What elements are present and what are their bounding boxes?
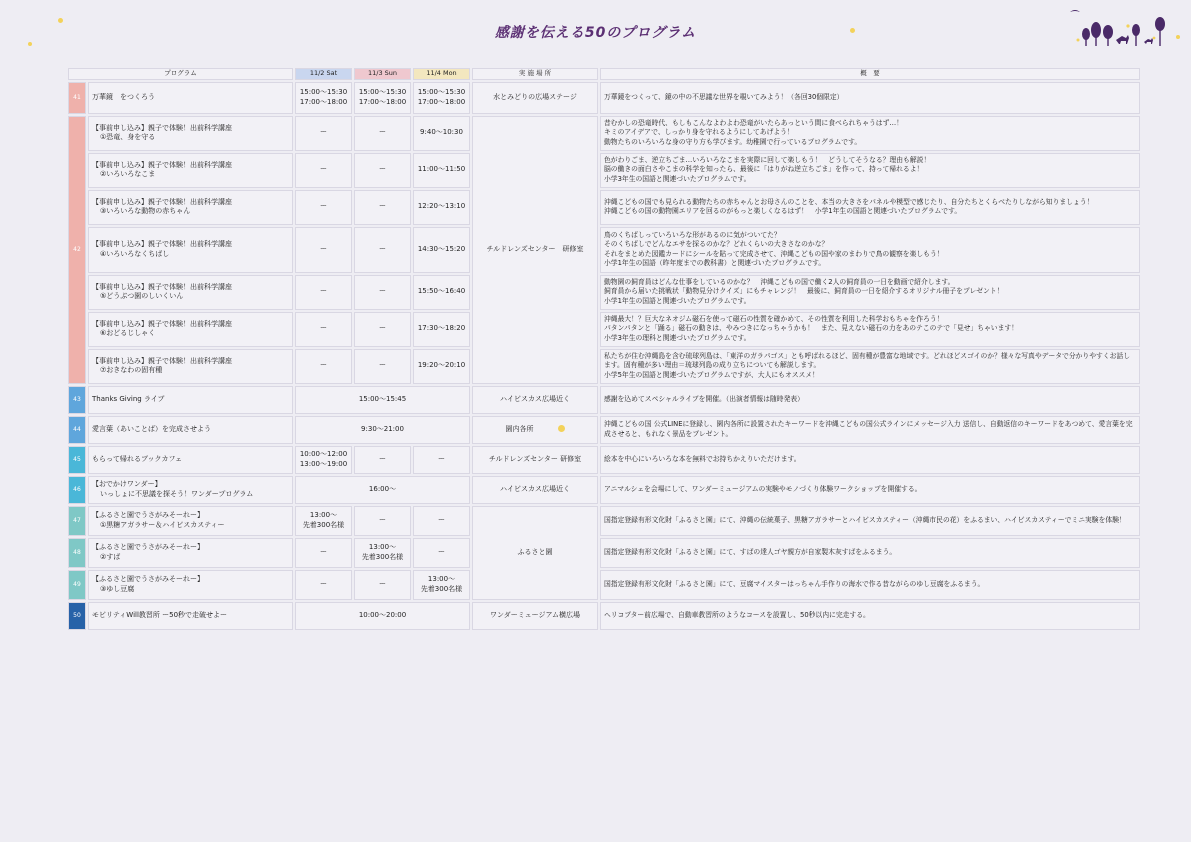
table-row xyxy=(68,538,1140,568)
row-number: 45 xyxy=(68,446,86,474)
program-desc: 色がわりごま、逆立ちごま…いろいろなこまを実際に回して楽しもう！ どうしてそうなる？理由も解説！ 脳の働きの面白さやこまの科学を知ったら、最後に「はりがね逆立ちごま」を作って、持って帰れるよ！ 小学3年生の国語と関連づいたプログラムです。 xyxy=(600,153,1140,188)
program-table xyxy=(66,66,1142,632)
program-name: もらって帰れるブックカフェ xyxy=(88,446,293,474)
program-name: 万華鏡 をつくろう xyxy=(88,82,293,114)
program-name-line2: ①黒糖アガラサー＆ハイビスカスティー xyxy=(100,520,225,529)
program-name-line2: ④いろいろなくちばし xyxy=(100,249,170,258)
program-desc: 絵本を中心にいろいろな本を無料でお持ちかえりいただけます。 xyxy=(600,446,1140,474)
program-name-line1: 【事前申し込み】親子で体験！出前科学講座 xyxy=(92,282,232,291)
time-sat: ー xyxy=(295,190,352,225)
time-sun: ー xyxy=(354,312,411,347)
time-sun: ー xyxy=(354,506,411,536)
time-sun: 13:00〜 先着300名様 xyxy=(354,538,411,568)
time-mon: 17:30〜18:20 xyxy=(413,312,470,347)
time-all-days: 9:30〜21:00 xyxy=(295,416,470,444)
program-name xyxy=(88,476,293,504)
time-sun: ー xyxy=(354,349,411,384)
row-number: 41 xyxy=(68,82,86,114)
star-decoration xyxy=(1176,35,1180,39)
tree-silhouette-icon xyxy=(1068,8,1168,48)
header-sun: 11/3 Sun xyxy=(354,68,411,80)
header-program: プログラム xyxy=(68,68,293,80)
time-sun: ー xyxy=(354,116,411,151)
program-name xyxy=(88,570,293,600)
time-mon: 11:00〜11:50 xyxy=(413,153,470,188)
program-desc: 国指定登録有形文化財「ふるさと園」にて、沖縄の伝統菓子、黒糖アガラサーとハイビスカスティー（沖縄市民の花）をふるまい、ハイビスカスティーでミニ実験を体験！ xyxy=(600,506,1140,536)
program-name-line1: 【ふるさと園でうさがみそーれー】 xyxy=(92,575,204,583)
program-name-line2: ③ゆし豆腐 xyxy=(100,584,135,593)
program-name: モビリティWill教習所 ー50秒で走破せよー xyxy=(88,602,293,630)
time-mon: 19:20〜20:10 xyxy=(413,349,470,384)
time-sun: ー xyxy=(354,446,411,474)
table-row xyxy=(68,190,1140,225)
program-name-line2: ⑤どうぶつ園のしいくいん xyxy=(100,292,184,300)
star-decoration xyxy=(58,18,63,23)
time-sun: ー xyxy=(354,227,411,273)
table-row xyxy=(68,349,1140,384)
program-desc: 万華鏡をつくって、鏡の中の不思議な世界を覗いてみよう！（各回30個限定） xyxy=(600,82,1140,114)
program-desc: 鳥のくちばしっていろいろな形があるのに気がついてた？ そのくちばしでどんなエサを採るのかな？どれくらいの大きさなのかな？ それをまとめた図鑑カードにシールを貼って完成させて、沖縄こどもの国や家のまわりで鳥の観察を楽しもう！ 小学1年生の国語（昨年度までの教科書）と関連づいたプログラムです。 xyxy=(600,227,1140,273)
program-name xyxy=(88,116,293,151)
program-place: ワンダーミュージアム横広場 xyxy=(472,602,598,630)
header-place: 実 施 場 所 xyxy=(472,68,598,80)
time-mon: 15:50〜16:40 xyxy=(413,275,470,310)
time-sun: ー xyxy=(354,275,411,310)
program-place: チルドレンズセンター 研修室 xyxy=(472,116,598,384)
program-desc: 沖縄こどもの国 公式LINEに登録し、園内各所に設置されたキーワードを沖縄こどもの国公式ラインにメッセージ入力 送信し、自動返信のキーワードをあつめて、愛言葉を完成させると、もれなく景品をプレゼント。 xyxy=(600,416,1140,444)
program-name xyxy=(88,312,293,347)
program-name-line2: ⑥おどるじしゃく xyxy=(100,329,156,337)
header-sat: 11/2 Sat xyxy=(295,68,352,80)
program-name xyxy=(88,349,293,384)
table-row xyxy=(68,506,1140,536)
time-mon: 13:00〜 先着300名様 xyxy=(413,570,470,600)
table-row xyxy=(68,386,1140,414)
time-sat: ー xyxy=(295,538,352,568)
program-name-line1: 【事前申し込み】親子で体験！出前科学講座 xyxy=(92,356,232,365)
program-name-line2: ③いろいろな動物の赤ちゃん xyxy=(100,207,191,215)
program-name-line1: 【事前申し込み】親子で体験！出前科学講座 xyxy=(92,123,232,132)
table-row xyxy=(68,82,1140,114)
table-row xyxy=(68,227,1140,273)
program-name-line1: 【ふるさと園でうさがみそーれー】 xyxy=(92,511,204,519)
time-all-days: 15:00〜15:45 xyxy=(295,386,470,414)
time-sat: 15:00〜15:30 17:00〜18:00 xyxy=(295,82,352,114)
table-row xyxy=(68,153,1140,188)
row-number: 48 xyxy=(68,538,86,568)
program-desc: 国指定登録有形文化財「ふるさと園」にて、すばの達人ゴヤ親方が自家製木灰すばをふるまう。 xyxy=(600,538,1140,568)
table-row xyxy=(68,476,1140,504)
table-row xyxy=(68,446,1140,474)
program-name-line1: 【事前申し込み】親子で体験！出前科学講座 xyxy=(92,240,232,248)
program-name-line1: 【おでかけワンダー】 xyxy=(92,480,162,488)
time-sat: ー xyxy=(295,570,352,600)
table-header-row xyxy=(68,68,1140,80)
location-dot-icon xyxy=(558,425,565,432)
time-mon: ー xyxy=(413,446,470,474)
program-name: 愛言葉（あいことば）を完成させよう xyxy=(88,416,293,444)
time-mon: 15:00〜15:30 17:00〜18:00 xyxy=(413,82,470,114)
program-place: 水とみどりの広場ステージ xyxy=(472,82,598,114)
table-row xyxy=(68,116,1140,151)
time-sun: ー xyxy=(354,190,411,225)
program-name-line2: ⑦おきなわの固有種 xyxy=(100,366,163,374)
time-sat: 10:00〜12:00 13:00〜19:00 xyxy=(295,446,352,474)
table-row xyxy=(68,312,1140,347)
program-place xyxy=(472,416,598,444)
program-name-line1: 【事前申し込み】親子で体験！出前科学講座 xyxy=(92,319,232,328)
time-all-days: 16:00〜 xyxy=(295,476,470,504)
page-title: 感謝を伝える50のプログラム xyxy=(494,25,697,41)
program-name-line2: いっしょに不思議を探そう！ワンダープログラム xyxy=(100,489,254,498)
program-place: チルドレンズセンター 研修室 xyxy=(472,446,598,474)
program-name-line2: ②いろいろなこま xyxy=(100,170,156,178)
time-sat: 13:00〜 先着300名様 xyxy=(295,506,352,536)
time-all-days: 10:00〜20:00 xyxy=(295,602,470,630)
program-name xyxy=(88,153,293,188)
header-desc: 概 要 xyxy=(600,68,1140,80)
program-desc: 沖縄最大！？巨大なネオジム磁石を使って磁石の性質を確かめて、その性質を利用した科学おもちゃを作ろう！ パタンパタンと「踊る」磁石の動きは、やみつきになっちゃうかも！ また、見えない磁石の力をあのテこのテで「見せ」ちゃいます！ 小学3年生の理科と関連づいたプログラムです。 xyxy=(600,312,1140,347)
row-number: 44 xyxy=(68,416,86,444)
program-name-line2: ①恐竜、身を守る xyxy=(100,133,156,141)
time-sat: ー xyxy=(295,312,352,347)
program-name xyxy=(88,538,293,568)
program-desc: 私たちが住む沖縄島を含む琉球列島は、「東洋のガラパゴス」とも呼ばれるほど、固有種が豊富な地域です。どれほどスゴイのか？様々な写真やデータで分かりやすくお話します。固有種が多い理由＝琉球列島の成り立ちについても解説します。 小学5年生の国語と関連づいたプログラムですが、大人にもオススメ！ xyxy=(600,349,1140,384)
row-number: 50 xyxy=(68,602,86,630)
program-desc: 沖縄こどもの国でも見られる動物たちの赤ちゃんとお母さんのことを、本当の大きさをパネルや模型で感じたり、自分たちとくらべたりしながら知りましょう！ 沖縄こどもの国の動物園エリアを回るのがもっと楽しくなるはず！ 小学1年生の国語と関連づいたプログラムです。 xyxy=(600,190,1140,225)
program-name-line2: ②すば xyxy=(100,552,121,561)
program-name xyxy=(88,227,293,273)
time-sat: ー xyxy=(295,227,352,273)
program-place: ハイビスカス広場近く xyxy=(472,386,598,414)
row-number: 42 xyxy=(68,116,86,384)
time-sun: ー xyxy=(354,153,411,188)
time-mon: ー xyxy=(413,506,470,536)
program-name-line1: 【事前申し込み】親子で体験！出前科学講座 xyxy=(92,197,232,206)
table-row xyxy=(68,416,1140,444)
table-row xyxy=(68,275,1140,310)
star-decoration xyxy=(850,28,855,33)
time-mon: 14:30〜15:20 xyxy=(413,227,470,273)
time-sat: ー xyxy=(295,153,352,188)
time-sun: 15:00〜15:30 17:00〜18:00 xyxy=(354,82,411,114)
program-desc: 感謝を込めてスペシャルライブを開催。（出演者情報は随時発表） xyxy=(600,386,1140,414)
place-text: 園内各所 xyxy=(505,424,534,433)
program-name xyxy=(88,275,293,310)
program-place: ハイビスカス広場近く xyxy=(472,476,598,504)
time-sun: ー xyxy=(354,570,411,600)
time-mon: 9:40〜10:30 xyxy=(413,116,470,151)
program-name: Thanks Giving ライブ xyxy=(88,386,293,414)
star-decoration xyxy=(28,42,32,46)
program-name xyxy=(88,506,293,536)
time-sat: ー xyxy=(295,349,352,384)
row-number: 49 xyxy=(68,570,86,600)
header-mon: 11/4 Mon xyxy=(413,68,470,80)
table-row xyxy=(68,602,1140,630)
row-number: 43 xyxy=(68,386,86,414)
program-desc: 国指定登録有形文化財「ふるさと園」にて、豆腐マイスターはっちゃん手作りの海水で作る昔ながらのゆし豆腐をふるまう。 xyxy=(600,570,1140,600)
program-desc: アニマルシェを会場にして、ワンダーミュージアムの実験やモノづくり体験ワークショップを開催する。 xyxy=(600,476,1140,504)
row-number: 47 xyxy=(68,506,86,536)
program-name-line1: 【ふるさと園でうさがみそーれー】 xyxy=(92,543,204,551)
row-number: 46 xyxy=(68,476,86,504)
program-desc: 動物園の飼育員はどんな仕事をしているのかな？ 沖縄こどもの国で働く2人の飼育員の一日を動画で紹介します。 飼育員から届いた挑戦状「動物見分けクイズ」にもチャレンジ！ 最後に、飼育員の一日を紹介するオリジナル冊子をプレゼント！ 小学1年生の国語と関連づいたプログラムです。 xyxy=(600,275,1140,310)
time-mon: ー xyxy=(413,538,470,568)
program-name xyxy=(88,190,293,225)
time-sat: ー xyxy=(295,116,352,151)
table-row xyxy=(68,570,1140,600)
program-desc: 昔むかしの恐竜時代、もしもこんなよわよわ恐竜がいたらあっという間に食べられちゃうはず…！ キミのアイデアで、しっかり身を守れるようにしてあげよう！ 動物たちのいろいろな身の守り方も学びます。幼稚園で行っているプログラムです。 xyxy=(600,116,1140,151)
time-mon: 12:20〜13:10 xyxy=(413,190,470,225)
time-sat: ー xyxy=(295,275,352,310)
program-place: ふるさと園 xyxy=(472,506,598,600)
program-desc: ヘリコプター前広場で、自動車教習所のようなコースを設置し、50秒以内に完走する。 xyxy=(600,602,1140,630)
program-name-line1: 【事前申し込み】親子で体験！出前科学講座 xyxy=(92,160,232,169)
